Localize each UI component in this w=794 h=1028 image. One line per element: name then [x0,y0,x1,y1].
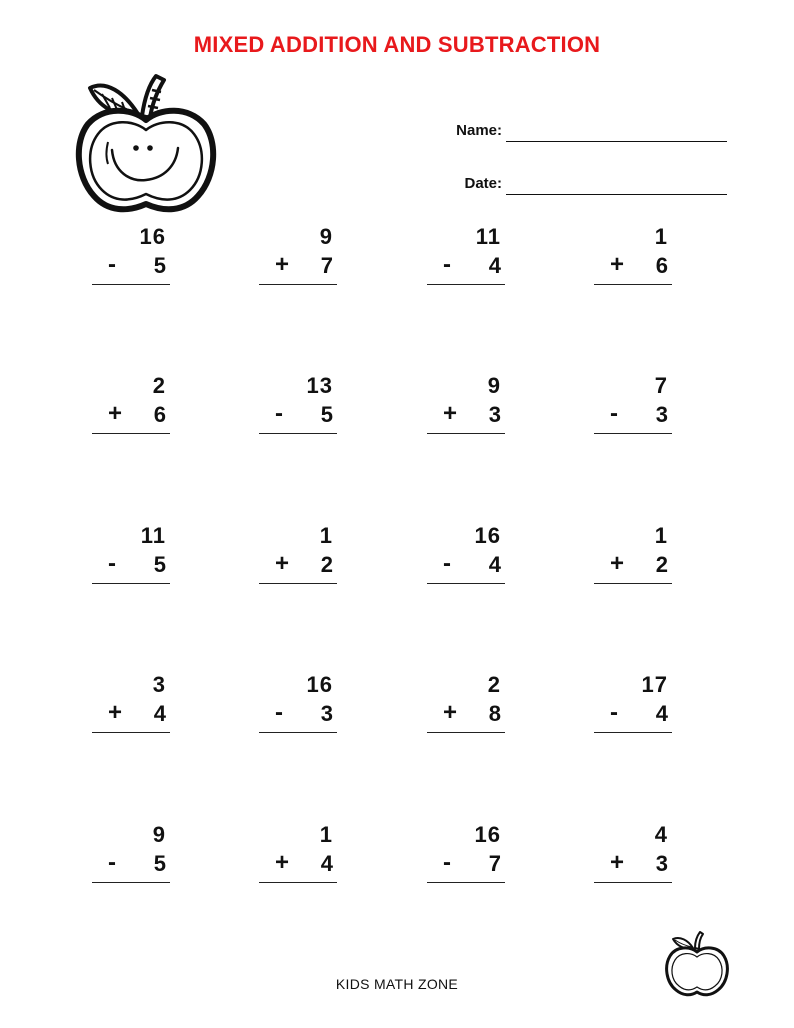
problem-4-4 [592,672,674,736]
problem-5-4 [592,822,674,886]
top-number: 11 [140,523,166,548]
bottom-number: 5 [153,552,166,577]
problem-3-2 [257,523,339,587]
bottom-number: 3 [655,402,668,427]
operator: + [275,849,290,876]
bottom-number: 8 [488,701,501,726]
top-number: 3 [152,672,166,697]
answer-line [92,732,170,733]
answer-line [594,732,672,733]
operator: - [275,400,283,427]
operator: - [108,550,116,577]
problem-1-4 [592,224,674,288]
problem-1-1 [90,224,172,288]
answer-line [92,583,170,584]
operator: + [610,550,625,577]
problem-4-1 [90,672,172,736]
operator: + [443,400,458,427]
top-number: 9 [487,373,501,398]
problem-2-3 [425,373,507,437]
answer-line [92,433,170,434]
top-number: 9 [152,822,166,847]
bottom-number: 5 [320,402,333,427]
problem-1-2 [257,224,339,288]
top-number: 7 [654,373,668,398]
bottom-number: 5 [153,851,166,876]
operator: - [108,251,116,278]
problem-5-3 [425,822,507,886]
problem-3-1 [90,523,172,587]
answer-line [427,882,505,883]
name-field-row [440,122,730,146]
top-number: 16 [474,523,501,548]
problem-5-2 [257,822,339,886]
bottom-number: 3 [655,851,668,876]
top-number: 1 [319,822,333,847]
problem-3-4 [592,523,674,587]
name-label: Name: [456,122,502,139]
answer-line [259,732,337,733]
problem-5-1 [90,822,172,886]
answer-line [594,284,672,285]
operator: + [275,251,290,278]
bottom-number: 4 [488,552,501,577]
top-number: 17 [641,672,668,697]
top-number: 16 [474,822,501,847]
answer-line [594,433,672,434]
operator: + [108,400,123,427]
operator: - [610,400,618,427]
problem-3-3 [425,523,507,587]
operator: - [108,849,116,876]
bottom-number: 2 [320,552,333,577]
operator: - [443,550,451,577]
top-number: 2 [487,672,501,697]
answer-line [594,882,672,883]
problem-1-3 [425,224,507,288]
answer-line [92,882,170,883]
top-number: 1 [319,523,333,548]
answer-line [259,583,337,584]
top-number: 2 [152,373,166,398]
operator: - [443,849,451,876]
problem-4-2 [257,672,339,736]
operator: + [610,251,625,278]
worksheet-title: MIXED ADDITION AND SUBTRACTION [193,32,601,57]
operator: - [275,699,283,726]
apple-icon [664,930,730,998]
answer-line [92,284,170,285]
top-number: 4 [654,822,668,847]
top-number: 16 [139,224,166,249]
answer-line [427,732,505,733]
answer-line [427,583,505,584]
operator: - [443,251,451,278]
date-input-line[interactable] [506,194,727,195]
bottom-number: 5 [153,253,166,278]
bottom-number: 4 [153,701,166,726]
answer-line [259,882,337,883]
bottom-number: 4 [655,701,668,726]
bottom-number: 6 [153,402,166,427]
date-field-row [440,175,730,199]
operator: + [275,550,290,577]
bottom-number: 7 [320,253,333,278]
problem-2-1 [90,373,172,437]
bottom-number: 7 [488,851,501,876]
bottom-number: 4 [320,851,333,876]
top-number: 11 [475,224,501,249]
answer-line [259,284,337,285]
answer-line [427,433,505,434]
answer-line [594,583,672,584]
answer-line [259,433,337,434]
problem-2-2 [257,373,339,437]
top-number: 9 [319,224,333,249]
top-number: 16 [306,672,333,697]
operator: + [108,699,123,726]
operator: + [610,849,625,876]
date-label: Date: [464,175,502,192]
answer-line [427,284,505,285]
bottom-number: 2 [655,552,668,577]
bottom-number: 3 [320,701,333,726]
smiling-apple-icon [72,72,220,218]
operator: + [443,699,458,726]
bottom-number: 6 [655,253,668,278]
operator: - [610,699,618,726]
top-number: 1 [654,224,668,249]
problem-4-3 [425,672,507,736]
bottom-number: 3 [488,402,501,427]
top-number: 1 [654,523,668,548]
name-input-line[interactable] [506,141,727,142]
problem-2-4 [592,373,674,437]
footer-brand: KIDS MATH ZONE [335,976,459,992]
bottom-number: 4 [488,253,501,278]
top-number: 13 [306,373,333,398]
